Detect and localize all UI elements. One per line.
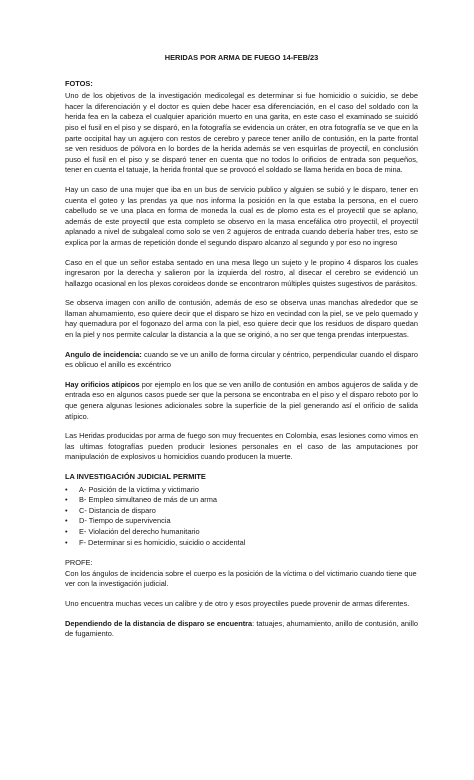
paragraph-ahumamiento: Se observa imagen con anillo de contusión, además de eso se observa unas manchas alrededor que se llaman ahumamiento, eso quiere decir que el disparo se hizo en vecindad con la piel, se ve pelo quemado y hay quemadura por el fogonazo del arma con la piel, eso quiere decir que los residuos de disparo quedan en la piel y nos permite calcular la distancia a la que se originó, a no ser que tenga prendas interpuestas. <box>65 298 418 340</box>
profe-text: Con los ángulos de incidencia sobre el cuerpo es la posición de la víctima o del victimario cuando tiene que ver con la investigación judicial. <box>65 568 417 589</box>
list-item: • D- Tiempo de supervivencia <box>65 516 171 526</box>
angulo-text: cuando se ve un anillo de forma circular y céntrico, perpendicular cuando el disparo es oblicuo el anillo es excéntrico <box>65 349 418 370</box>
angulo-term: Angulo de incidencia: <box>65 349 142 359</box>
bullet-icon: • <box>65 537 68 547</box>
paragraph-bus-case: Hay un caso de una mujer que iba en un bus de servicio publico y alguien se subió y le disparo, tener en cuenta el goteo y las prendas ya que nos informa la posición en la que estaba la persona, en el cuero cabelludo se ve una placa en forma de moneda la cual es de plomo esta es el proyectil que se aplano, además de este proyectil que esta completo se observo en la masa encefálica otro proyectil, el proyectil aplanado a nivel de subgaleal como solo se ven 2 agujeros de entrada cuando debería haber tres, esto se explica por la armas de repetición donde el segundo disparo alcanzo al segundo y por eso no ingreso <box>65 184 418 247</box>
bullet-icon: • <box>65 495 68 505</box>
investigacion-heading: LA INVESTIGACIÓN JUDICIAL PERMITE <box>65 472 206 481</box>
document-title: HERIDAS POR ARMA DE FUEGO 14-FEB/23 <box>164 53 319 62</box>
list-item: • C- Distancia de disparo <box>65 505 156 515</box>
fotos-heading: FOTOS: <box>65 78 93 88</box>
list-item: • F- Determinar si es homicidio, suicidio o accidental <box>65 537 246 547</box>
orificios-term: Hay orificios atípicos <box>65 379 140 389</box>
paragraph-suicidio: Uno de los objetivos de la investigación medicolegal es determinar si fue homicidio o suicidio, se debe hacer la diferenciación y el doctor es quien debe hacer esa diferenciación, en el caso del soldado con la herida fea en la cabeza el cualquier aparición muerto en una garita, en este caso el examinado se suicidó piso el fusil en el piso y se disparó, en la fotografía se evidencia un cráter, en otra fotografía se ve que en la parte occipital hay un agujero con restos de cerebro y parece tener anillo de contusión, en la parte frontal se ven residuos de pólvora en lo bordes de la herida además se ven esquirlas de proyectil, en conclusión puso el fusil en el piso y se disparó tener en cuenta que no todos lo orificios de entrada son pequeños, tener en cuenta el tatuaje, la herida frontal que se provocó el soldado se llama herida en boca de mina. <box>65 91 418 175</box>
list-item: • A- Posición de la víctima y victimario <box>65 484 199 494</box>
paragraph-orificios <box>65 380 418 422</box>
bullet-icon: • <box>65 505 68 515</box>
paragraph-dependiendo <box>65 619 418 640</box>
list-item: • B- Empleo simultaneo de más de un arma <box>65 495 218 505</box>
paragraph-calibre: Uno encuentra muchas veces un calibre y de otro y esos proyectiles puede provenir de armas diferentes. <box>65 598 410 608</box>
paragraph-lesiones: Las Heridas producidas por arma de fuego son muy frecuentes en Colombia, esas lesiones como vimos en las ultimas fotografías pueden producir lesiones personales en el caso de las amputaciones por manipulación de explosivos u homicidios cuando producen la muerte. <box>65 431 418 462</box>
paragraph-angulo <box>65 350 418 371</box>
bullet-icon: • <box>65 516 68 526</box>
bullet-icon: • <box>65 484 68 494</box>
dependiendo-term: Dependiendo de la distancia de disparo se encuentra <box>65 618 253 628</box>
bullet-icon: • <box>65 526 68 536</box>
profe-label: PROFE: <box>65 558 93 568</box>
list-item: • E- Violación del derecho humanitario <box>65 526 200 536</box>
dependiendo-text: : tatuajes, ahumamiento, anillo de contusión, anillo de fugamiento. <box>65 618 418 639</box>
investigacion-list <box>65 485 418 549</box>
paragraph-mesa-case: Caso en el que un señor estaba sentado en una mesa llego un sujeto y le propino 4 disparos los cuales ingresaron por la derecha y salieron por la izquierda del rostro, al disecar el cerebro se evidenció un hallazgo ocasional en los plexos coroideos donde se encontraron múltiples quistes sugestivos de parásitos. <box>65 257 418 288</box>
orificios-text: por ejemplo en los que se ven anillo de contusión en ambos agujeros de salida y de entrada eso en algunos casos puede ser que la persona se encontraba en el piso y el disparo reboto por lo que genera algunas lesiones adicionales sobre la superficie de la piel generando así el orificio de salida atípico. <box>65 379 419 421</box>
